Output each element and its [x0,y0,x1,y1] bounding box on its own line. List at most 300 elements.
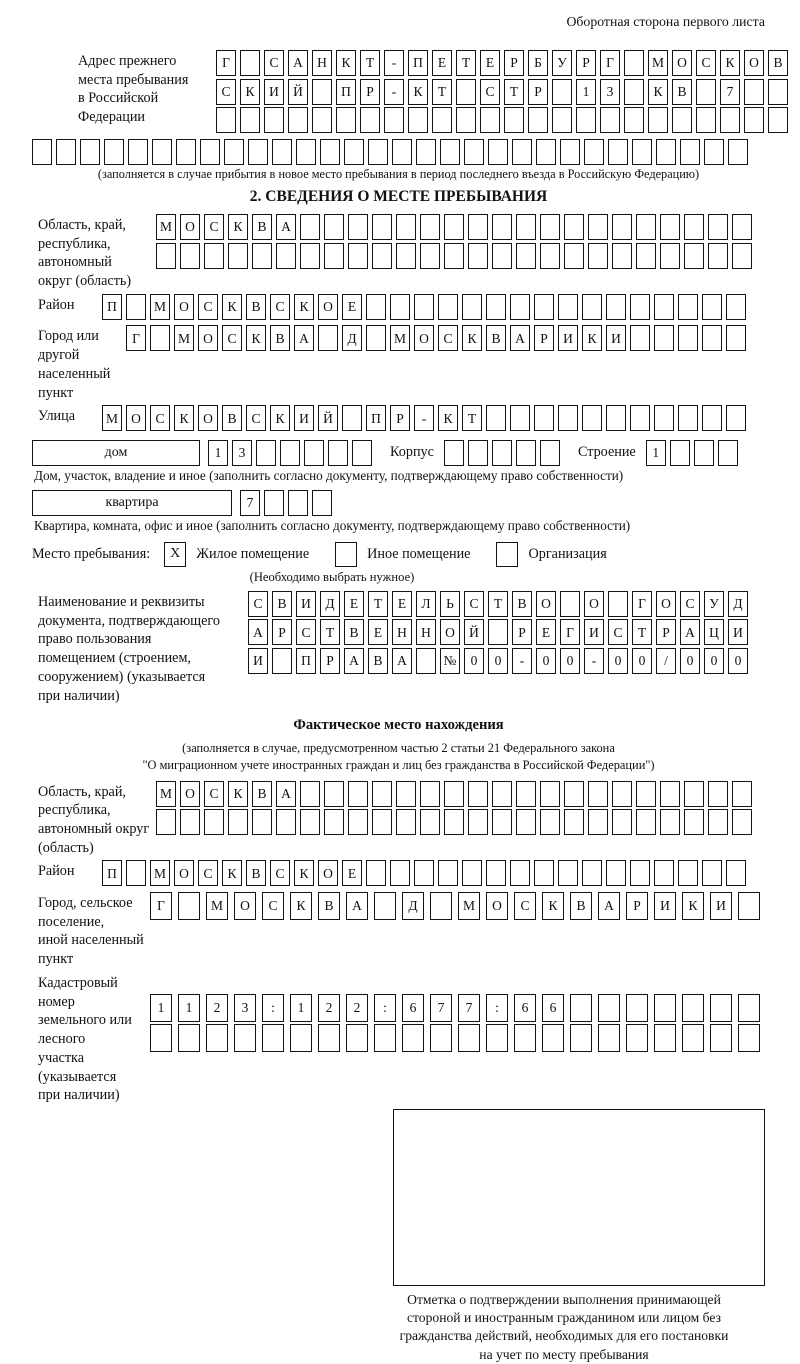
char-cell[interactable]: Е [342,860,362,886]
char-cell[interactable]: С [222,325,242,351]
char-cell[interactable] [542,1024,564,1052]
dom-box[interactable]: дом [32,440,200,466]
char-cell[interactable]: А [276,781,296,807]
char-cell[interactable]: К [408,79,428,105]
char-cell[interactable] [264,107,284,133]
char-cell[interactable]: В [222,405,242,431]
char-cell[interactable] [402,1024,424,1052]
char-cell[interactable]: 0 [608,648,628,674]
char-cell[interactable]: К [648,79,668,105]
char-cell[interactable] [488,619,508,645]
char-cell[interactable]: Р [390,405,410,431]
char-cell[interactable] [636,781,656,807]
char-cell[interactable] [290,1024,312,1052]
char-cell[interactable]: И [728,619,748,645]
char-cell[interactable] [204,809,224,835]
char-cell[interactable]: К [222,860,242,886]
char-cell[interactable] [510,294,530,320]
char-cell[interactable] [346,1024,368,1052]
char-cell[interactable]: Р [528,79,548,105]
char-cell[interactable] [396,781,416,807]
char-cell[interactable] [598,1024,620,1052]
char-cell[interactable]: П [366,405,386,431]
char-cell[interactable]: К [294,860,314,886]
char-cell[interactable] [534,405,554,431]
char-cell[interactable]: К [336,50,356,76]
char-cell[interactable]: М [102,405,122,431]
char-cell[interactable]: Ь [440,591,460,617]
char-cell[interactable] [534,294,554,320]
char-cell[interactable]: Й [318,405,338,431]
char-cell[interactable] [32,139,52,165]
char-cell[interactable]: М [458,892,480,920]
char-cell[interactable]: С [264,50,284,76]
char-cell[interactable] [708,243,728,269]
char-cell[interactable] [252,809,272,835]
char-cell[interactable] [510,860,530,886]
char-cell[interactable] [648,107,668,133]
char-cell[interactable] [516,809,536,835]
char-cell[interactable] [486,860,506,886]
char-cell[interactable] [464,139,484,165]
char-cell[interactable] [570,1024,592,1052]
char-cell[interactable]: В [252,781,272,807]
char-cell[interactable]: - [584,648,604,674]
char-cell[interactable]: А [294,325,314,351]
char-cell[interactable]: А [344,648,364,674]
char-cell[interactable] [582,294,602,320]
char-cell[interactable]: И [296,591,316,617]
char-cell[interactable]: Н [416,619,436,645]
char-cell[interactable]: Г [150,892,172,920]
char-cell[interactable] [342,405,362,431]
char-cell[interactable] [126,294,146,320]
char-cell[interactable] [390,860,410,886]
char-cell[interactable]: К [542,892,564,920]
char-cell[interactable]: М [156,214,176,240]
char-cell[interactable] [564,809,584,835]
char-cell[interactable] [624,107,644,133]
char-cell[interactable]: 0 [464,648,484,674]
zhiloe-checkbox[interactable]: X [164,542,186,567]
char-cell[interactable]: Й [288,79,308,105]
char-cell[interactable] [654,860,674,886]
char-cell[interactable]: С [216,79,236,105]
char-cell[interactable]: К [174,405,194,431]
char-cell[interactable]: О [180,781,200,807]
char-cell[interactable] [262,1024,284,1052]
char-cell[interactable] [492,243,512,269]
char-cell[interactable] [344,139,364,165]
char-cell[interactable]: Т [462,405,482,431]
char-cell[interactable] [486,1024,508,1052]
char-cell[interactable]: 7 [458,994,480,1022]
char-cell[interactable]: К [270,405,290,431]
char-cell[interactable]: К [438,405,458,431]
char-cell[interactable]: А [392,648,412,674]
char-cell[interactable] [264,490,284,516]
char-cell[interactable]: С [480,79,500,105]
char-cell[interactable]: К [222,294,242,320]
char-cell[interactable] [156,809,176,835]
char-cell[interactable] [516,781,536,807]
char-cell[interactable] [612,214,632,240]
char-cell[interactable] [224,139,244,165]
char-cell[interactable] [552,107,572,133]
char-cell[interactable] [510,405,530,431]
char-cell[interactable]: В [570,892,592,920]
char-cell[interactable]: С [204,781,224,807]
char-cell[interactable] [492,781,512,807]
char-cell[interactable] [324,214,344,240]
char-cell[interactable] [636,214,656,240]
char-cell[interactable] [318,1024,340,1052]
char-cell[interactable] [612,243,632,269]
char-cell[interactable]: И [294,405,314,431]
char-cell[interactable]: 0 [680,648,700,674]
char-cell[interactable]: 7 [240,490,260,516]
char-cell[interactable] [420,809,440,835]
char-cell[interactable] [438,860,458,886]
char-cell[interactable]: К [682,892,704,920]
char-cell[interactable] [248,139,268,165]
char-cell[interactable]: В [246,294,266,320]
char-cell[interactable] [708,214,728,240]
char-cell[interactable]: Е [480,50,500,76]
char-cell[interactable] [492,440,512,466]
char-cell[interactable]: 7 [720,79,740,105]
char-cell[interactable] [504,107,524,133]
char-cell[interactable] [738,1024,760,1052]
char-cell[interactable]: Т [632,619,652,645]
char-cell[interactable] [276,809,296,835]
char-cell[interactable] [738,994,760,1022]
char-cell[interactable] [670,440,690,466]
char-cell[interactable] [660,781,680,807]
char-cell[interactable]: В [672,79,692,105]
char-cell[interactable]: 3 [234,994,256,1022]
org-checkbox[interactable] [496,542,518,567]
char-cell[interactable] [104,139,124,165]
char-cell[interactable] [276,243,296,269]
char-cell[interactable] [558,294,578,320]
char-cell[interactable]: О [174,860,194,886]
char-cell[interactable] [216,107,236,133]
char-cell[interactable]: - [384,50,404,76]
char-cell[interactable]: Т [432,79,452,105]
char-cell[interactable]: Т [320,619,340,645]
char-cell[interactable]: И [558,325,578,351]
char-cell[interactable]: Е [392,591,412,617]
char-cell[interactable] [304,440,324,466]
char-cell[interactable]: О [414,325,434,351]
char-cell[interactable] [702,405,722,431]
char-cell[interactable] [288,107,308,133]
char-cell[interactable]: Е [432,50,452,76]
char-cell[interactable] [348,781,368,807]
char-cell[interactable]: М [206,892,228,920]
char-cell[interactable] [200,139,220,165]
char-cell[interactable]: С [514,892,536,920]
char-cell[interactable] [492,809,512,835]
char-cell[interactable] [540,781,560,807]
char-cell[interactable]: Р [576,50,596,76]
char-cell[interactable]: - [512,648,532,674]
char-cell[interactable]: П [102,294,122,320]
char-cell[interactable]: А [346,892,368,920]
char-cell[interactable]: О [198,405,218,431]
char-cell[interactable] [660,243,680,269]
char-cell[interactable] [430,1024,452,1052]
char-cell[interactable] [320,139,340,165]
char-cell[interactable] [654,325,674,351]
char-cell[interactable] [564,781,584,807]
char-cell[interactable]: 2 [346,994,368,1022]
char-cell[interactable] [444,243,464,269]
char-cell[interactable] [630,325,650,351]
char-cell[interactable]: Р [534,325,554,351]
char-cell[interactable] [654,1024,676,1052]
char-cell[interactable] [150,1024,172,1052]
char-cell[interactable]: И [248,648,268,674]
char-cell[interactable]: Р [512,619,532,645]
char-cell[interactable]: О [180,214,200,240]
char-cell[interactable] [540,809,560,835]
char-cell[interactable] [582,860,602,886]
char-cell[interactable]: 1 [290,994,312,1022]
char-cell[interactable]: М [150,294,170,320]
char-cell[interactable] [516,440,536,466]
char-cell[interactable]: К [720,50,740,76]
char-cell[interactable]: Д [402,892,424,920]
char-cell[interactable] [312,490,332,516]
char-cell[interactable] [152,139,172,165]
char-cell[interactable]: 1 [646,440,666,466]
char-cell[interactable] [768,79,788,105]
char-cell[interactable] [126,860,146,886]
char-cell[interactable] [178,892,200,920]
char-cell[interactable] [272,648,292,674]
char-cell[interactable]: П [336,79,356,105]
char-cell[interactable]: В [344,619,364,645]
char-cell[interactable] [324,809,344,835]
char-cell[interactable] [440,139,460,165]
char-cell[interactable]: О [744,50,764,76]
char-cell[interactable] [318,325,338,351]
char-cell[interactable]: Л [416,591,436,617]
char-cell[interactable] [726,405,746,431]
char-cell[interactable] [726,325,746,351]
char-cell[interactable] [684,243,704,269]
char-cell[interactable] [228,809,248,835]
char-cell[interactable]: : [374,994,396,1022]
char-cell[interactable]: В [768,50,788,76]
char-cell[interactable]: С [248,591,268,617]
char-cell[interactable]: В [246,860,266,886]
char-cell[interactable]: 2 [206,994,228,1022]
char-cell[interactable]: Е [342,294,362,320]
char-cell[interactable]: С [270,860,290,886]
char-cell[interactable] [588,214,608,240]
char-cell[interactable]: О [440,619,460,645]
char-cell[interactable]: Д [342,325,362,351]
char-cell[interactable]: О [656,591,676,617]
inoe-checkbox[interactable] [335,542,357,567]
char-cell[interactable] [718,440,738,466]
char-cell[interactable] [598,994,620,1022]
char-cell[interactable] [636,243,656,269]
char-cell[interactable] [582,405,602,431]
char-cell[interactable] [240,107,260,133]
char-cell[interactable] [384,107,404,133]
char-cell[interactable]: Г [632,591,652,617]
char-cell[interactable] [576,107,596,133]
char-cell[interactable] [180,243,200,269]
char-cell[interactable] [366,294,386,320]
char-cell[interactable] [684,781,704,807]
char-cell[interactable] [462,860,482,886]
char-cell[interactable] [540,214,560,240]
char-cell[interactable] [584,139,604,165]
char-cell[interactable]: П [102,860,122,886]
char-cell[interactable] [696,79,716,105]
char-cell[interactable]: П [408,50,428,76]
char-cell[interactable]: А [276,214,296,240]
char-cell[interactable] [626,994,648,1022]
char-cell[interactable]: К [294,294,314,320]
char-cell[interactable] [630,860,650,886]
char-cell[interactable]: Г [560,619,580,645]
char-cell[interactable] [468,243,488,269]
char-cell[interactable] [492,214,512,240]
char-cell[interactable]: С [680,591,700,617]
char-cell[interactable]: Б [528,50,548,76]
char-cell[interactable]: К [246,325,266,351]
char-cell[interactable] [514,1024,536,1052]
char-cell[interactable]: 0 [704,648,724,674]
char-cell[interactable] [672,107,692,133]
char-cell[interactable] [372,243,392,269]
char-cell[interactable]: - [414,405,434,431]
char-cell[interactable] [744,107,764,133]
char-cell[interactable]: Д [728,591,748,617]
char-cell[interactable] [710,994,732,1022]
char-cell[interactable]: С [246,405,266,431]
char-cell[interactable] [416,648,436,674]
char-cell[interactable] [444,781,464,807]
char-cell[interactable] [480,107,500,133]
char-cell[interactable] [348,214,368,240]
char-cell[interactable] [626,1024,648,1052]
char-cell[interactable] [204,243,224,269]
char-cell[interactable]: Ц [704,619,724,645]
char-cell[interactable]: К [228,781,248,807]
char-cell[interactable] [570,994,592,1022]
char-cell[interactable] [430,892,452,920]
char-cell[interactable]: Г [216,50,236,76]
char-cell[interactable] [468,214,488,240]
char-cell[interactable]: С [438,325,458,351]
char-cell[interactable]: 3 [600,79,620,105]
char-cell[interactable] [516,243,536,269]
char-cell[interactable] [256,440,276,466]
char-cell[interactable] [396,809,416,835]
char-cell[interactable] [738,892,760,920]
option-zhiloe[interactable] [164,542,335,567]
char-cell[interactable] [368,139,388,165]
char-cell[interactable]: А [288,50,308,76]
char-cell[interactable] [630,294,650,320]
char-cell[interactable] [682,1024,704,1052]
char-cell[interactable] [512,139,532,165]
char-cell[interactable]: 1 [178,994,200,1022]
char-cell[interactable] [206,1024,228,1052]
char-cell[interactable] [612,781,632,807]
char-cell[interactable] [678,325,698,351]
char-cell[interactable] [560,591,580,617]
char-cell[interactable]: С [150,405,170,431]
char-cell[interactable]: - [384,79,404,105]
char-cell[interactable] [632,139,652,165]
char-cell[interactable] [414,294,434,320]
char-cell[interactable]: Е [344,591,364,617]
char-cell[interactable]: Д [320,591,340,617]
char-cell[interactable]: В [368,648,388,674]
kvartira-box[interactable]: квартира [32,490,232,516]
char-cell[interactable] [408,107,428,133]
char-cell[interactable]: В [512,591,532,617]
char-cell[interactable] [560,139,580,165]
char-cell[interactable] [710,1024,732,1052]
char-cell[interactable]: С [270,294,290,320]
char-cell[interactable] [300,781,320,807]
char-cell[interactable] [608,591,628,617]
char-cell[interactable] [720,107,740,133]
char-cell[interactable] [726,860,746,886]
char-cell[interactable] [612,809,632,835]
char-cell[interactable]: М [156,781,176,807]
char-cell[interactable] [296,139,316,165]
char-cell[interactable]: Р [504,50,524,76]
char-cell[interactable] [694,440,714,466]
char-cell[interactable]: М [390,325,410,351]
char-cell[interactable]: П [296,648,316,674]
char-cell[interactable] [660,214,680,240]
char-cell[interactable] [680,139,700,165]
char-cell[interactable] [324,243,344,269]
char-cell[interactable] [456,79,476,105]
char-cell[interactable] [374,1024,396,1052]
char-cell[interactable]: Т [456,50,476,76]
char-cell[interactable] [704,139,724,165]
char-cell[interactable] [636,809,656,835]
char-cell[interactable] [678,294,698,320]
char-cell[interactable]: 0 [560,648,580,674]
char-cell[interactable] [414,860,434,886]
char-cell[interactable]: О [174,294,194,320]
char-cell[interactable] [732,809,752,835]
char-cell[interactable]: К [582,325,602,351]
char-cell[interactable] [744,79,764,105]
char-cell[interactable] [56,139,76,165]
char-cell[interactable] [486,294,506,320]
char-cell[interactable]: : [486,994,508,1022]
char-cell[interactable] [432,107,452,133]
char-cell[interactable] [444,809,464,835]
char-cell[interactable] [732,243,752,269]
char-cell[interactable] [684,809,704,835]
char-cell[interactable] [396,214,416,240]
